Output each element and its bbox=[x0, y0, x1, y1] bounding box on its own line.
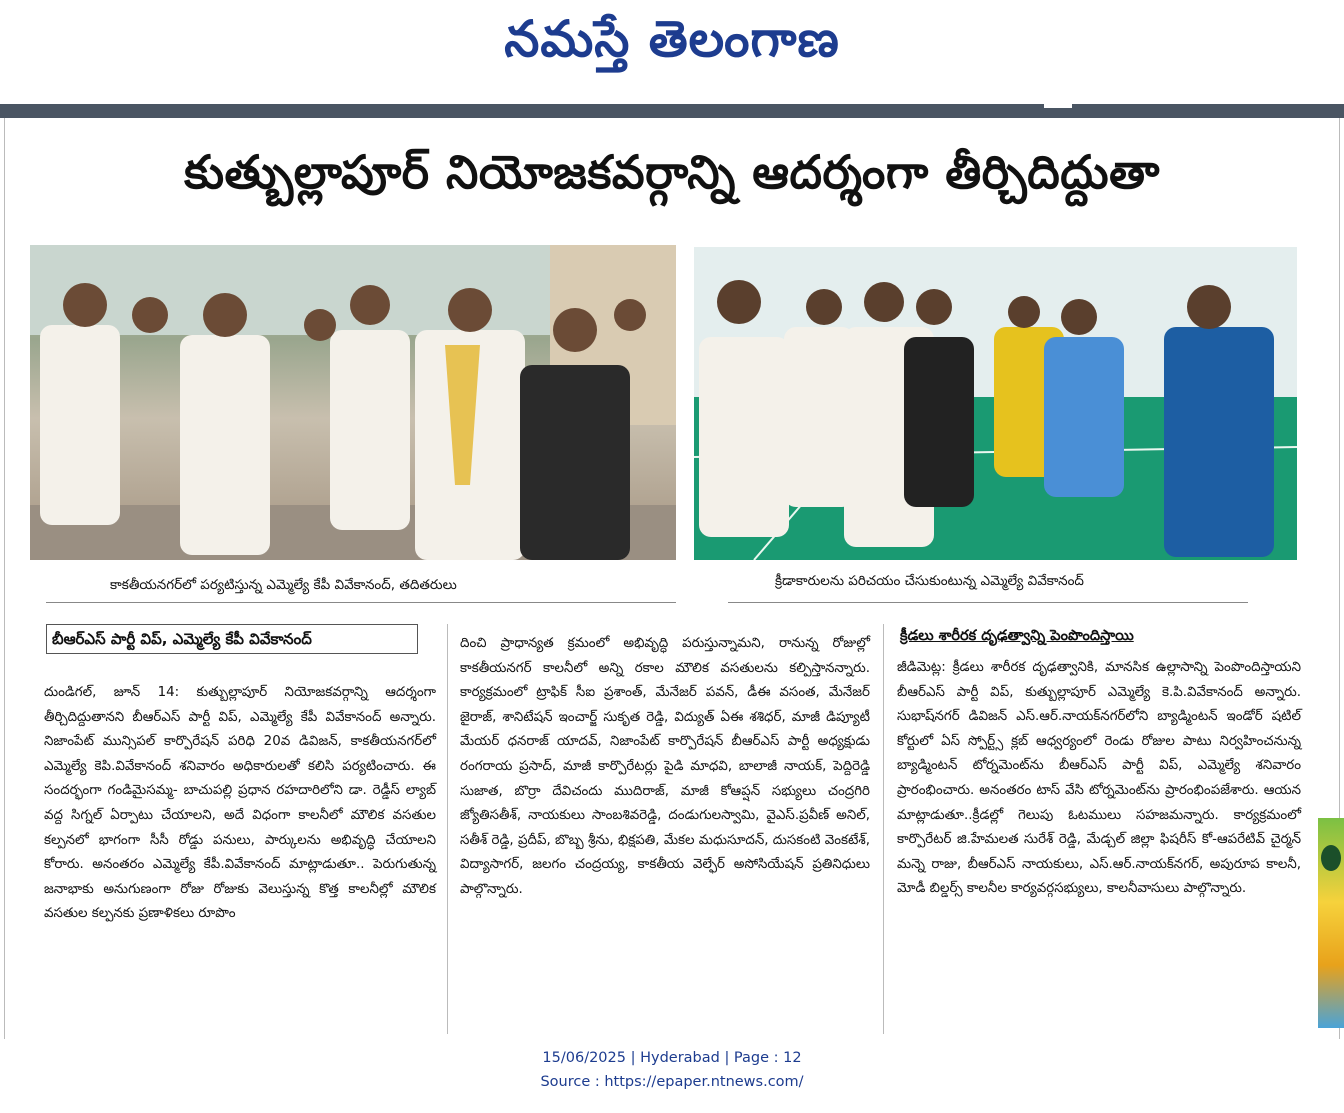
caption-rule-left bbox=[46, 602, 676, 603]
column-rule-2 bbox=[883, 624, 884, 1034]
column-rule-1 bbox=[447, 624, 448, 1034]
newspaper-title: నమస్తే తెలంగాణ bbox=[504, 10, 840, 68]
masthead bbox=[0, 0, 1344, 104]
photo-badminton-players bbox=[694, 247, 1297, 560]
article-column-1: దుండిగల్, జూన్ 14: కుత్బుల్లాపూర్ నియోజకవర్గాన్ని ఆదర్శంగా తీర్చిదిద్దుతానని బీఆర్‌ఎస్ పార్టీ విప్, ఎమ్మెల్యే కేపీ వివేకానంద్ అన్నారు. నిజాంపేట్ మున్సిపల్ కార్పొరేషన్ పరిధి 20వ డివిజన్, కాకతీయనగర్‌లో ఎమ్మెల్యే కెపి.వివేకానంద్ శనివారం అధికారులతో కలిసి పర్యటించారు. ఈ సందర్భంగా గండిమైసమ్మ- బాచుపల్లి ప్రధాన రహదారిలోని డా. రెడ్డీస్ ల్యాబ్ వద్ద సిగ్నల్ ఏర్పాటు చేయాలని, అదే విధంగా కాలనీలో మౌలిక వసతుల కల్పనలో భాగంగా సీసీ రోడ్డు పనులు, పార్కులను అభివృద్ధి చేయాలని కోరారు. అనంతరం ఎమ్మెల్యే కేపీ.వివేకానంద్ మాట్లాడుతూ.. పెరుగుతున్న జనాభాకు అనుగుణంగా రోజు రోజుకు వెలుస్తున్న కొత్త కాలనీల్లో మౌలిక వసతుల కల్పనకు ప్రణాళికలు రూపొం bbox=[44, 685, 436, 922]
article-headline: కుత్బుల్లాపూర్ నియోజకవర్గాన్ని ఆదర్శంగా తీర్చిదిద్దుతా bbox=[184, 145, 1160, 199]
masthead-rule bbox=[0, 104, 1344, 118]
photo-right-caption: క్రీడాకారులను పరిచయం చేసుకుంటున్న ఎమ్మెల్యే వివేకానంద్ bbox=[775, 573, 1084, 589]
caption-rule-right bbox=[728, 602, 1248, 603]
column-3-heading: క్రీడలు శారీరక దృఢత్వాన్ని పెంపొందిస్తాయి bbox=[900, 628, 1134, 644]
photo-kakatiya-nagar-visit bbox=[30, 245, 676, 560]
rule-tab bbox=[1044, 96, 1072, 108]
article-column-2: దించి ప్రాధాన్యత క్రమంలో అభివృద్ధి పరుస్తున్నామని, రానున్న రోజుల్లో కాకతీయనగర్ కాలనీలో అన్ని రకాల మౌలిక వసతులను కల్పిస్తానన్నారు. కార్యక్రమంలో ట్రాఫిక్ సీఐ ప్రశాంత్, మేనేజర్ పవన్, డీఈ వసంత, మేనేజర్ జైరాజ్, శానిటేషన్ ఇంచార్జ్ సుకృత రెడ్డి, విద్యుత్ ఏఈ శశిధర్, మాజీ డిప్యూటీ మేయర్ ధనరాజ్ యాదవ్, నిజాంపేట్ కార్పొరేషన్ బీఆర్‌ఎస్ పార్టీ అధ్యక్షుడు రంగరాయ ప్రసాద్, మాజీ కార్పొరేటర్లు పైడి మాధవి, బాలాజీ నాయక్, పెద్దిరెడ్డి సుజాత, బొర్రా దేవిచందు ముదిరాజ్, మాజీ కోఆప్షన్ సభ్యులు చంద్రగిరి జ్యోతిసతీశ్, నాయకులు సాంబశివరెడ్డి, దండుగులస్వామి, వైఎస్.ప్రవీణ్ అనిల్, సతీశ్ రెడ్డి, ప్రదీప్, బొబ్బ శ్రీను, భిక్షపతి, మేకల మధుసూదన్, దుసకంటి వెంకటేశ్, విద్యాసాగర్, జలగం చంద్రయ్య, కాకతీయ వెల్ఫేర్ అసోసియేషన్ ప్రతినిధులు పాల్గొన్నారు. bbox=[460, 636, 870, 897]
article-subhead: బీఆర్‌ఎస్ పార్టీ విప్, ఎమ్మెల్యే కేపీ వివేకానంద్ bbox=[52, 630, 312, 648]
article-column-3: జీడిమెట్ల: క్రీడలు శారీరక దృఢత్వానికి, మానసిక ఉల్లాసాన్ని పెంపొందిస్తాయని బీఆర్‌ఎస్ పార్టీ విప్, కుత్బుల్లాపూర్ ఎమ్మెల్యే కె.పి.వివేకానంద్ అన్నారు. సుభాష్‌నగర్ డివిజన్ ఎస్.ఆర్.నాయక్‌నగర్‌లోని బ్యాడ్మింటన్ ఇండోర్ షటిల్ కోర్టులో ఏస్ స్పోర్ట్స్ క్లబ్ ఆధ్వర్యంలో రెండు రోజుల పాటు నిర్వహించనున్న బ్యాడ్మింటన్ టోర్నమెంట్‌ను బీఆర్‌ఎస్ పార్టీ విప్, ఎమ్మెల్యే శనివారం ప్రారంభించారు. అనంతరం టాస్ వేసి టోర్నమెంట్‌ను ప్రారంభింపజేశారు. ఆయన మాట్లాడుతూ..క్రీడల్లో గెలుపు ఓటములు సహజమన్నారు. కార్యక్రమంలో కార్పొరేటర్ జి.హేమలత సురేశ్ రెడ్డి, మేడ్చల్ జిల్లా ఫిషరీస్ కో-ఆపరేటివ్ చైర్మన్ మన్నె రాజు, బీఆర్‌ఎస్ నాయకులు, ఎస్.ఆర్.నాయక్‌నగర్, అపురూప కాలనీ, మోడీ బిల్డర్స్ కాలనీల కార్యవర్గసభ్యులు, కాలనీవాసులు పాల్గొన్నారు. bbox=[897, 660, 1301, 897]
advertisement-emblem bbox=[1321, 845, 1341, 871]
footer-source-line: Source : https://epaper.ntnews.com/ bbox=[540, 1074, 804, 1090]
footer-date-line: 15/06/2025 | Hyderabad | Page : 12 bbox=[542, 1050, 802, 1066]
photo-left-caption: కాకతీయనగర్‌లో పర్యటిస్తున్న ఎమ్మెల్యే కేపీ వివేకానంద్, తదితరులు bbox=[110, 577, 457, 593]
